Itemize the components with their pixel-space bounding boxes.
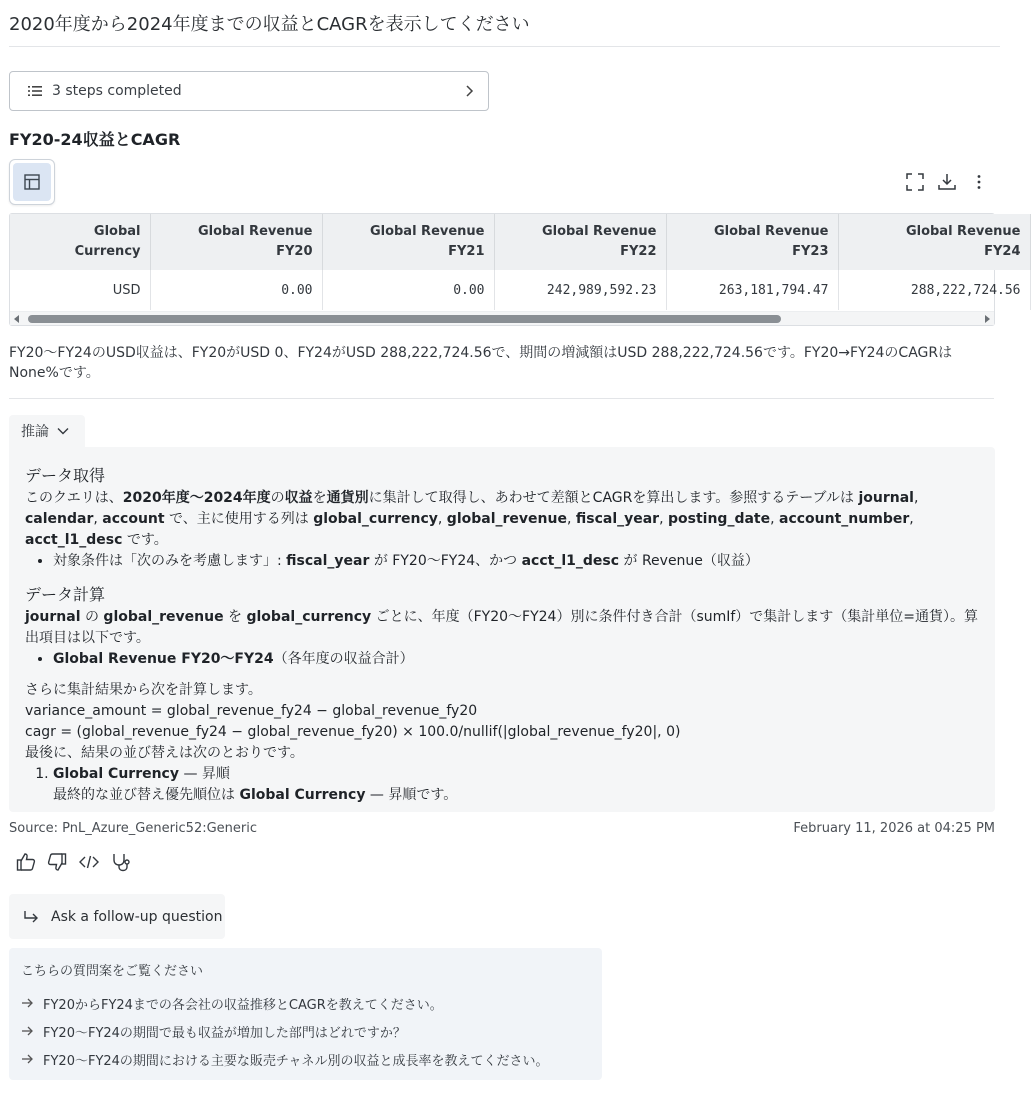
text: , [93, 511, 103, 527]
text: acct_l1_desc [521, 553, 620, 569]
divider [9, 46, 1000, 47]
arrow-right-icon [21, 1026, 33, 1036]
suggestions-title: こちらの質問案をご覧ください [21, 964, 204, 979]
follow-up-label: Ask a follow-up question [51, 908, 223, 925]
text: posting_date [668, 511, 771, 527]
header-line: Global Revenue [197, 224, 313, 239]
steps-label: 3 steps completed [52, 83, 182, 99]
suggestion-item[interactable] [21, 1017, 590, 1045]
more-options-button[interactable] [968, 171, 990, 193]
cell-revenue-fy21: 0.00 [322, 270, 494, 310]
text: global_revenue [446, 511, 567, 527]
suggestion-text: FY20からFY24までの各会社の収益推移とCAGRを教えてください。 [43, 997, 443, 1013]
steps-completed-button[interactable] [9, 71, 489, 111]
cell-revenue-fy22: 242,989,592.23 [494, 270, 666, 310]
text: が Revenue（収益） [619, 553, 759, 569]
reasoning-toggle[interactable] [9, 415, 85, 447]
text: account_number [779, 511, 910, 527]
text: を [312, 490, 327, 506]
text: , [437, 511, 447, 527]
text: — 昇順 [179, 766, 230, 782]
header-revenue-fy24[interactable] [838, 214, 1030, 270]
list-icon [28, 85, 42, 97]
thumbs-down-button[interactable] [45, 850, 69, 874]
text: Global Currency [239, 787, 366, 803]
reply-arrow-icon [23, 910, 39, 924]
suggestion-item[interactable] [21, 989, 590, 1017]
cell-revenue-fy20: 0.00 [150, 270, 322, 310]
calculation-description [25, 607, 979, 649]
sort-list [53, 764, 979, 806]
text: , [566, 511, 576, 527]
header-line: Global Revenue [541, 224, 657, 239]
stethoscope-icon [111, 852, 131, 872]
question-title: 2020年度から2024年度までの収益とCAGRを表示してください [9, 14, 530, 35]
text: 収益 [284, 490, 313, 506]
text: （各年度の収益合計） [273, 651, 414, 667]
section-title-data-calculation: データ計算 [25, 585, 106, 604]
text: journal [858, 490, 914, 506]
header-revenue-fy22[interactable] [494, 214, 666, 270]
retrieval-conditions [53, 551, 979, 572]
fullscreen-button[interactable] [904, 171, 926, 193]
reasoning-panel [9, 447, 995, 812]
divider [9, 398, 994, 399]
calc-intro: さらに集計結果から次を計算します。 [25, 682, 262, 698]
formula-cagr: cagr = (global_revenue_fy24 − global_revenue_fy20) × 100.0/nullif(|global_revenue_fy20|, 0) [25, 724, 681, 740]
header-line: Global Revenue [905, 224, 1021, 239]
follow-up-button[interactable] [9, 894, 225, 939]
text: calendar [25, 511, 94, 527]
results-table-container[interactable] [9, 213, 1021, 326]
header-line: FY21 [448, 244, 485, 259]
text: , [770, 511, 780, 527]
suggestion-item[interactable] [21, 1045, 590, 1073]
text: で、主に使用する列は [164, 511, 314, 527]
text: journal [25, 609, 81, 625]
header-line: FY24 [984, 244, 1021, 259]
header-line: Global [93, 224, 141, 239]
results-table [10, 214, 1031, 310]
cell-revenue-fy24: 288,222,724.56 [838, 270, 1030, 310]
text: , [659, 511, 668, 527]
code-icon [79, 855, 99, 869]
section-title-data-retrieval: データ取得 [25, 466, 106, 485]
scrollbar-thumb[interactable] [28, 315, 781, 323]
text: 最終的な並び替え優先順位は [53, 787, 240, 803]
arrow-right-icon [21, 1054, 33, 1064]
table-header-row [10, 214, 1030, 270]
text: fiscal_year [286, 553, 370, 569]
text: acct_l1_desc [25, 532, 123, 548]
list-item [53, 649, 979, 670]
text: 対象条件は「次のみを考慮します」: [53, 553, 287, 569]
chevron-right-icon [464, 85, 474, 97]
answer-summary: FY20〜FY24のUSD収益は、FY20がUSD 0、FY24がUSD 288,222,724.56で、期間の増減額はUSD 288,222,724.56です。FY20→FY24のCAGRはNone%です。 [9, 345, 953, 381]
horizontal-scrollbar[interactable] [10, 311, 994, 325]
table-view-icon [24, 174, 40, 190]
download-icon [938, 173, 956, 191]
header-line: FY23 [792, 244, 829, 259]
text: 2020年度〜2024年度 [122, 490, 271, 506]
timestamp: February 11, 2026 at 04:25 PM [793, 821, 995, 836]
text: 通貨別 [326, 490, 369, 506]
text: の [270, 490, 285, 506]
spacer [25, 670, 979, 680]
header-revenue-fy21[interactable] [322, 214, 494, 270]
text: global_currency [313, 511, 438, 527]
text: global_revenue [103, 609, 224, 625]
text: Global Revenue FY20〜FY24 [53, 651, 274, 667]
thumbs-up-button[interactable] [14, 850, 38, 874]
more-vertical-icon [976, 174, 982, 190]
cell-revenue-fy23: 263,181,794.47 [666, 270, 838, 310]
chevron-down-icon [57, 427, 69, 435]
header-line: FY20 [276, 244, 313, 259]
scroll-left-arrow[interactable] [14, 315, 19, 323]
header-revenue-fy20[interactable] [150, 214, 322, 270]
text: ごとに、年度（FY20〜FY24）別に条件付き合計（sumIf）で集計します（集計単位=通貨）。算出項目は以下です。 [25, 609, 979, 646]
calculation-items [53, 649, 979, 670]
thumbs-up-icon [16, 852, 36, 872]
table-view-button[interactable] [9, 159, 55, 205]
diagnose-button[interactable] [109, 850, 133, 874]
retrieval-description [25, 488, 979, 551]
text: fiscal_year [575, 511, 660, 527]
header-global-currency[interactable] [10, 214, 150, 270]
text: を [223, 609, 247, 625]
text: に集計して取得し、あわせて差額とCAGRを算出します。参照するテーブルは [368, 490, 859, 506]
text: Global Currency [53, 766, 179, 782]
text: このクエリは、 [25, 490, 123, 506]
suggestion-text: FY20〜FY24の期間における主要な販売チャネル別の収益と成長率を教えてください。 [43, 1053, 549, 1069]
result-title: FY20-24収益とCAGR [9, 130, 181, 149]
scroll-right-arrow[interactable] [985, 315, 990, 323]
sort-intro: 最後に、結果の並び替えは次のとおりです。 [25, 745, 304, 761]
text: の [80, 609, 104, 625]
text: が FY20〜FY24、かつ [369, 553, 522, 569]
text: global_currency [246, 609, 372, 625]
view-code-button[interactable] [77, 850, 101, 874]
list-item [53, 764, 979, 806]
download-button[interactable] [936, 171, 958, 193]
header-revenue-fy23[interactable] [666, 214, 838, 270]
header-line: FY22 [620, 244, 657, 259]
table-row [10, 270, 1030, 310]
list-item [53, 551, 979, 572]
thumbs-down-icon [47, 852, 67, 872]
source-label: Source: PnL_Azure_Generic52:Generic [9, 821, 258, 836]
header-line: Global Revenue [713, 224, 829, 239]
arrow-right-icon [21, 998, 33, 1008]
text: , [913, 490, 919, 506]
text: account [102, 511, 165, 527]
fullscreen-icon [906, 173, 924, 191]
text: です。 [122, 532, 168, 548]
text: — 昇順です。 [365, 787, 458, 803]
header-line: Global Revenue [369, 224, 485, 239]
formula-variance: variance_amount = global_revenue_fy24 − global_revenue_fy20 [25, 703, 478, 719]
suggested-questions [9, 948, 602, 1080]
text: , [909, 511, 914, 527]
spacer [25, 572, 979, 584]
header-line: Currency [74, 244, 141, 259]
suggestion-text: FY20〜FY24の期間で最も収益が増加した部門はどれですか？ [43, 1025, 406, 1041]
reasoning-tab-label: 推論 [21, 424, 49, 440]
cell-currency: USD [10, 270, 150, 310]
